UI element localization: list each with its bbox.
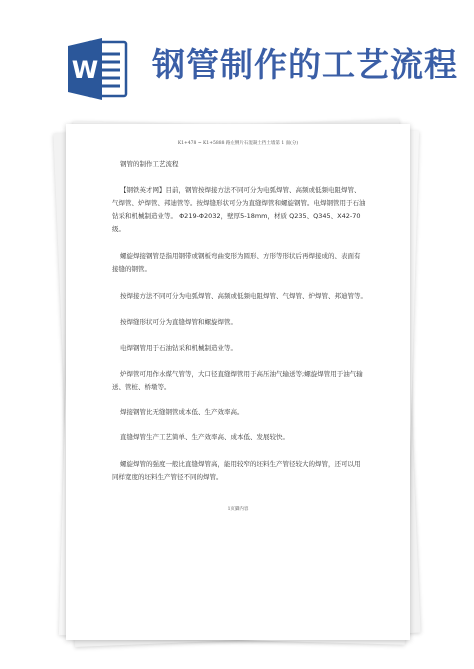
title-banner [0,0,474,110]
document-heading: 钢管的制作工艺流程 [120,160,179,168]
document-line: 同样宽度的坯料生产管径不同的焊管。 [112,473,223,481]
word-icon-letter: W [71,56,99,84]
document-line: 接缝的钢管。 [112,265,151,273]
document-line: 【钢铁英才网】目前，钢管按焊接方法不同可分为电弧焊管、高频或低频电阻焊管、 [120,186,361,194]
document-line: 钻采和机械制造业等。 Φ219-Φ2032，壁厚5-18mm，材质 Q235、Q345、X42-70 [112,212,361,220]
banner-title: 钢管制作的工艺流程 [152,45,458,84]
document-line: 焊接钢管比无缝钢管成本低、生产效率高。 [120,408,244,416]
word-document-icon [66,36,128,102]
page-header: K1+478 ~ K1+5888 路左侧片石混凝土挡土墙第 1 面(分) [177,141,299,146]
document-page [66,124,410,640]
document-line: 炉焊管可用作水煤气管等，大口径直缝焊管用于高压油气输送等;螺旋焊管用于油气输 [120,370,363,378]
document-line: 螺旋焊管的强度一般比直缝焊管高，能用较窄的坯料生产管径较大的焊管，还可以用 [120,460,361,468]
document-line: 气焊管、炉焊管、邦迪管等。按焊缝形状可分为直缝焊管和螺旋钢管。电焊钢管用于石油 [112,199,366,207]
document-line: 直缝焊管生产工艺简单、生产效率高、成本低、发展较快。 [120,433,289,441]
page-footer: 1页脚内容 [227,507,249,512]
document-line: 按焊缝形状可分为直缝焊管和螺旋焊管。 [120,318,237,326]
document-line: 送、管桩、桥墩等。 [112,383,171,391]
document-line: 级。 [112,225,125,233]
document-line: 按焊接方法不同可分为电弧焊管、高频或低频电阻焊管、气焊管、炉焊管、邦迪管等。 [120,292,367,300]
document-line: 电焊钢管用于石油钻采和机械制造业等。 [120,344,237,352]
document-line: 螺旋焊接钢管是指用钢带或钢板弯曲变形为圆形、方形等形状后再焊接成的、表面有 [120,252,361,260]
